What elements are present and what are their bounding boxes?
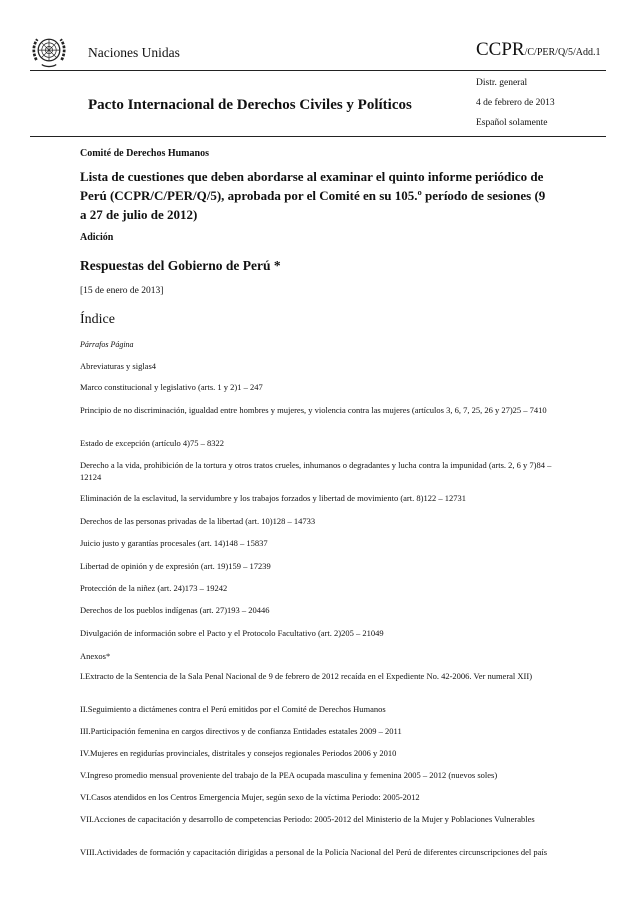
covenant-title: Pacto Internacional de Derechos Civiles y Políticos (88, 97, 412, 113)
toc-item: II.Seguimiento a dictámenes contra el Perú emitidos por el Comité de Derechos Humanos (80, 704, 386, 714)
organization-name: Naciones Unidas (88, 45, 180, 60)
toc-item: Juicio justo y garantías procesales (art. 14)148 – 15837 (80, 538, 268, 548)
toc-item: V.Ingreso promedio mensual proveniente del trabajo de la PEA ocupada masculina y femenina 2005 – 2012 (nuevos soles) (80, 770, 498, 780)
top-rule (30, 70, 606, 71)
header-rule (30, 136, 606, 137)
committee-name: Comité de Derechos Humanos (80, 148, 209, 159)
toc-item: Derecho a la vida, prohibición de la tortura y otros tratos crueles, inhumanos o degradantes y lucha contra la impunidad (arts. 2, 6 y 7)84 – 12124 (80, 460, 552, 482)
document-title: Lista de cuestiones que deben abordarse al examinar el quinto informe periódico de Perú (CCPR/C/PER/Q/5), aprobada por el Comité en su 105.º período de sesiones (9 a 27 de julio de 2012) (80, 169, 546, 222)
symbol-main: CCPR (476, 39, 525, 60)
distribution-label: Distr. general (476, 78, 528, 88)
toc-item: Divulgación de información sobre el Pacto y el Protocolo Facultativo (art. 2)205 – 21049 (80, 628, 384, 638)
toc-item: Eliminación de la esclavitud, la servidumbre y los trabajos forzados y libertad de movimiento (art. 8)122 – 12731 (80, 493, 466, 503)
toc-item: Libertad de opinión y de expresión (art. 19)159 – 17239 (80, 561, 271, 571)
un-emblem-icon (31, 33, 67, 69)
toc-item: I.Extracto de la Sentencia de la Sala Penal Nacional de 9 de febrero de 2012 recaída en el Expediente No. 42-2006. Ver numeral XII) (80, 671, 533, 681)
toc-item: IV.Mujeres en regidurías provinciales, distritales y consejos regionales Periodos 2006 y 2010 (80, 748, 397, 758)
symbol-suffix: /C/PER/Q/5/Add.1 (524, 47, 601, 58)
language-label: Español solamente (476, 118, 548, 128)
addendum-label: Adición (80, 232, 114, 243)
document-symbol (476, 39, 600, 61)
annex-heading: Anexos* (80, 651, 111, 661)
toc-item: Derechos de las personas privadas de la libertad (art. 10)128 – 14733 (80, 516, 316, 526)
toc-item: Marco constitucional y legislativo (arts. 1 y 2)1 – 247 (80, 382, 263, 392)
toc-item: Derechos de los pueblos indígenas (art. 27)193 – 20446 (80, 605, 270, 615)
toc-item: Abreviaturas y siglas4 (80, 361, 157, 371)
responses-title: Respuestas del Gobierno de Perú * (80, 258, 281, 273)
toc-item: Estado de excepción (artículo 4)75 – 8322 (80, 438, 224, 448)
index-column-headers: Párrafos Página (80, 340, 134, 349)
response-date: [15 de enero de 2013] (80, 286, 164, 296)
toc-item: VI.Casos atendidos en los Centros Emergencia Mujer, según sexo de la víctima Periodo: 2005-2012 (80, 792, 420, 802)
index-title: Índice (80, 312, 115, 327)
toc-item: VIII.Actividades de formación y capacitación dirigidas a personal de la Policía Nacional del Perú de diferentes circunscripciones del país (80, 847, 548, 857)
toc-item: III.Participación femenina en cargos directivos y de confianza Entidades estatales 2009 – 2011 (80, 726, 402, 736)
toc-item: Principio de no discriminación, igualdad entre hombres y mujeres, y violencia contra las mujeres (artículos 3, 6, 7, 25, 26 y 27)25 – 7410 (80, 405, 547, 415)
toc-item: Protección de la niñez (art. 24)173 – 19242 (80, 583, 228, 593)
toc-item: VII.Acciones de capacitación y desarrollo de competencias Periodo: 2005-2012 del Ministerio de la Mujer y Poblaciones Vulnerables (80, 814, 535, 824)
issue-date: 4 de febrero de 2013 (476, 98, 555, 108)
